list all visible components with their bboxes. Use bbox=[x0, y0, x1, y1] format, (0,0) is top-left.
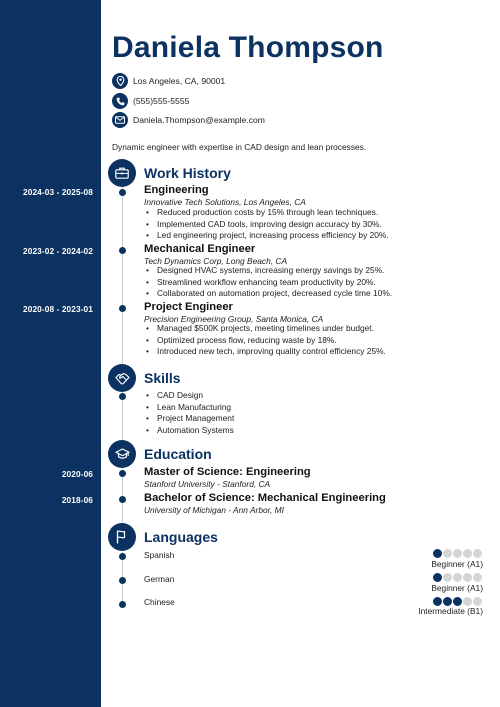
rating-dot-empty bbox=[473, 549, 482, 558]
timeline-dot bbox=[119, 189, 126, 196]
job-bullets bbox=[146, 323, 386, 358]
skills-list bbox=[146, 390, 234, 436]
timeline-dot bbox=[119, 496, 126, 503]
skills-heading: Skills bbox=[144, 370, 181, 386]
language-level: Intermediate (B1) bbox=[418, 606, 483, 616]
rating-dot-empty bbox=[443, 549, 452, 558]
location-text: Los Angeles, CA, 90001 bbox=[133, 76, 226, 86]
list-item: • Optimized process flow, reducing waste by 18%. bbox=[146, 335, 386, 347]
briefcase-icon bbox=[108, 159, 136, 187]
rating-dot-filled bbox=[443, 597, 452, 606]
language-rating bbox=[433, 573, 482, 582]
envelope-icon bbox=[112, 112, 128, 128]
flag-icon bbox=[108, 523, 136, 551]
contact-email bbox=[112, 112, 265, 128]
job-company: Tech Dynamics Corp, Long Beach, CA bbox=[144, 256, 288, 266]
timeline-dot bbox=[119, 470, 126, 477]
rating-dot-empty bbox=[453, 573, 462, 582]
school: Stanford University - Stanford, CA bbox=[144, 479, 271, 489]
job-title: Project Engineer bbox=[144, 301, 233, 313]
summary: Dynamic engineer with expertise in CAD design and lean processes. bbox=[112, 142, 367, 152]
list-item: • Managed $500K projects, meeting timelines under budget. bbox=[146, 323, 386, 335]
list-item: • Reduced production costs by 15% through lean techniques. bbox=[146, 207, 389, 219]
timeline-dot bbox=[119, 247, 126, 254]
language-name: German bbox=[144, 574, 175, 584]
education-date: 2018-06 bbox=[61, 495, 93, 505]
phone-icon bbox=[112, 93, 128, 109]
rating-dot-filled bbox=[433, 573, 442, 582]
job-company: Precision Engineering Group, Santa Monica, CA bbox=[144, 314, 324, 324]
timeline-dot bbox=[119, 577, 126, 584]
timeline-dot bbox=[119, 305, 126, 312]
list-item: • CAD Design bbox=[146, 390, 234, 402]
rating-dot-empty bbox=[463, 573, 472, 582]
rating-dot-filled bbox=[453, 597, 462, 606]
phone-text[interactable]: (555)555-5555 bbox=[133, 96, 190, 106]
degree: Master of Science: Engineering bbox=[144, 466, 311, 478]
rating-dot-empty bbox=[453, 549, 462, 558]
job-bullets bbox=[146, 207, 389, 242]
school: University of Michigan - Ann Arbor, MI bbox=[144, 505, 284, 515]
timeline-dot bbox=[119, 601, 126, 608]
job-dates: 2020-08 - 2023-01 bbox=[23, 304, 93, 314]
job-title: Mechanical Engineer bbox=[144, 243, 256, 255]
rating-dot-filled bbox=[433, 597, 442, 606]
location-pin-icon bbox=[112, 73, 128, 89]
language-rating bbox=[433, 597, 482, 606]
rating-dot-empty bbox=[463, 597, 472, 606]
rating-dot-empty bbox=[443, 573, 452, 582]
job-dates: 2023-02 - 2024-02 bbox=[23, 246, 93, 256]
language-rating bbox=[433, 549, 482, 558]
rating-dot-empty bbox=[473, 597, 482, 606]
handshake-icon bbox=[108, 364, 136, 392]
language-level: Beginner (A1) bbox=[431, 583, 483, 593]
graduation-cap-icon bbox=[108, 440, 136, 468]
degree: Bachelor of Science: Mechanical Engineering bbox=[144, 492, 386, 504]
education-date: 2020-06 bbox=[61, 469, 93, 479]
timeline-dot bbox=[119, 553, 126, 560]
languages-heading: Languages bbox=[144, 529, 218, 545]
rating-dot-empty bbox=[473, 573, 482, 582]
list-item: • Designed HVAC systems, increasing energy savings by 25%. bbox=[146, 265, 392, 277]
job-dates: 2024-03 - 2025-08 bbox=[23, 187, 93, 197]
candidate-name: Daniela Thompson bbox=[112, 31, 384, 64]
job-company: Innovative Tech Solutions, Los Angeles, CA bbox=[144, 197, 306, 207]
list-item: • Implemented CAD tools, improving design accuracy by 30%. bbox=[146, 219, 389, 231]
education-heading: Education bbox=[144, 446, 212, 462]
list-item: • Project Management bbox=[146, 413, 234, 425]
rating-dot-empty bbox=[463, 549, 472, 558]
work-history-heading: Work History bbox=[144, 165, 231, 181]
timeline-line bbox=[122, 186, 123, 364]
list-item: • Led engineering project, increasing process efficiency by 20%. bbox=[146, 230, 389, 242]
sidebar bbox=[0, 0, 101, 707]
list-item: • Streamlined workflow enhancing team productivity by 20%. bbox=[146, 277, 392, 289]
email-text[interactable]: Daniela.Thompson@example.com bbox=[133, 115, 265, 125]
job-bullets bbox=[146, 265, 392, 300]
language-name: Spanish bbox=[144, 550, 175, 560]
list-item: • Automation Systems bbox=[146, 425, 234, 437]
list-item: • Lean Manufacturing bbox=[146, 402, 234, 414]
language-name: Chinese bbox=[144, 597, 175, 607]
contact-phone bbox=[112, 93, 189, 109]
list-item: • Introduced new tech, improving quality control efficiency 25%. bbox=[146, 346, 386, 358]
contact-location bbox=[112, 73, 225, 89]
list-item: • Collaborated on automation project, decreased cycle time 10%. bbox=[146, 288, 392, 300]
job-title: Engineering bbox=[144, 184, 209, 196]
timeline-dot bbox=[119, 393, 126, 400]
rating-dot-filled bbox=[433, 549, 442, 558]
language-level: Beginner (A1) bbox=[431, 559, 483, 569]
